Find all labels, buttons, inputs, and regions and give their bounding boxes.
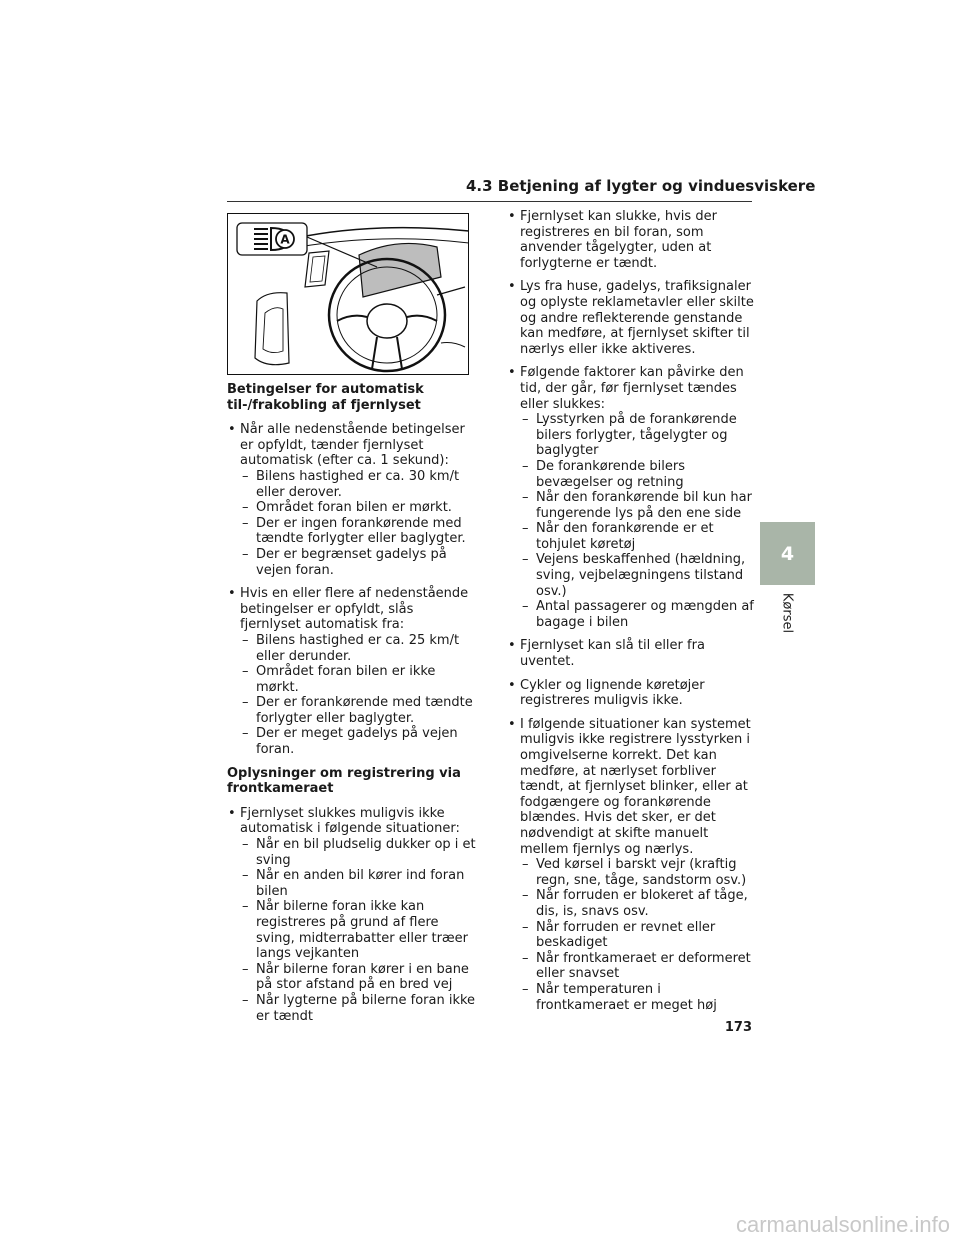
chapter-number: 4 bbox=[780, 542, 795, 565]
sub-list-item: – Antal passagerer og mængden af bagage i bilen bbox=[522, 599, 755, 630]
sub-list-item: – Ved kørsel i barskt vejr (kraftig regn, sne, tåge, sandstorm osv.) bbox=[522, 857, 755, 888]
sub-list bbox=[240, 837, 477, 1024]
list-item bbox=[227, 806, 477, 1024]
sub-list-item: – Når frontkameraet er deformeret eller snavset bbox=[522, 951, 755, 982]
sub-list-item: – Når den forankørende er et tohjulet køretøj bbox=[522, 521, 755, 552]
list-item: • Fjernlyset kan slukke, hvis der registreres en bil foran, som anvender tågelygter, uden at forlygterne er tændt. bbox=[507, 209, 755, 271]
sub-list-item: – Der er meget gadelys på vejen foran. bbox=[242, 726, 477, 757]
auto-icon-label: A bbox=[280, 232, 290, 247]
sub-list-item: – Når den forankørende bil kun har fungerende lys på den ene side bbox=[522, 490, 755, 521]
page-number: 173 bbox=[724, 1020, 752, 1035]
sub-list bbox=[520, 857, 755, 1013]
sub-list-item: – Området foran bilen er ikke mørkt. bbox=[242, 664, 477, 695]
list-item: • Cykler og lignende køretøjer registreres muligvis ikke. bbox=[507, 678, 755, 709]
section-title-camera-detection: Oplysninger om registrering via frontkameraet bbox=[227, 765, 461, 797]
sub-list-item: – Når en bil pludselig dukker op i et sving bbox=[242, 837, 477, 868]
header-divider bbox=[227, 201, 752, 202]
sub-list-item: – Der er forankørende med tændte forlygter eller baglygter. bbox=[242, 695, 477, 726]
list-item: • Fjernlyset kan slå til eller fra uventet. bbox=[507, 638, 755, 669]
camera-detection-list bbox=[227, 806, 477, 1024]
dashboard-figure bbox=[227, 213, 469, 375]
sub-list bbox=[240, 469, 477, 578]
chapter-label: Kørsel bbox=[779, 592, 795, 634]
sub-list bbox=[240, 633, 477, 758]
sub-list-item: – Når en anden bil kører ind foran bilen bbox=[242, 868, 477, 899]
auto-switching-list bbox=[227, 422, 477, 757]
bullet-text: Følgende faktorer kan påvirke den tid, der går, før fjernlyset tændes eller slukkes: bbox=[520, 365, 744, 412]
list-item bbox=[227, 586, 477, 758]
list-item bbox=[507, 365, 755, 630]
sub-list-item: – Området foran bilen er mørkt. bbox=[242, 500, 477, 516]
sub-list-item: – Når bilerne foran kører i en bane på stor afstand på en bred vej bbox=[242, 962, 477, 993]
list-item bbox=[507, 717, 755, 1013]
sub-list-item: – Når lygterne på bilerne foran ikke er tændt bbox=[242, 993, 477, 1024]
sub-list-item: – Når forruden er blokeret af tåge, dis, is, snavs osv. bbox=[522, 888, 755, 919]
bullet-text: Når alle nedenstående betingelser er opfyldt, tænder fjernlyset automatisk (efter ca. 1 sekund): bbox=[240, 422, 465, 469]
sub-list-item: – Bilens hastighed er ca. 25 km/t eller derunder. bbox=[242, 633, 477, 664]
sub-list-item: – Der er ingen forankørende med tændte forlygter eller baglygter. bbox=[242, 516, 477, 547]
sub-list-item: – Når temperaturen i frontkameraet er meget høj bbox=[522, 982, 755, 1013]
dashboard-illustration bbox=[227, 213, 469, 375]
sub-list-item: – Der er begrænset gadelys på vejen foran. bbox=[242, 547, 477, 578]
sub-list-item: – Vejens beskaffenhed (hældning, sving, vejbelægningens tilstand osv.) bbox=[522, 552, 755, 599]
list-item bbox=[227, 422, 477, 578]
sub-list-item: – Lysstyrken på de forankørende bilers forlygter, tågelygter og baglygter bbox=[522, 412, 755, 459]
sub-list-item: – De forankørende bilers bevægelser og retning bbox=[522, 459, 755, 490]
left-column bbox=[227, 382, 477, 1032]
right-column bbox=[507, 209, 755, 1021]
sub-list bbox=[520, 412, 755, 630]
sub-list-item: – Når bilerne foran ikke kan registreres på grund af flere sving, midterrabatter eller træer langs vejkanten bbox=[242, 899, 477, 961]
sub-list-item: – Bilens hastighed er ca. 30 km/t eller derover. bbox=[242, 469, 477, 500]
bullet-text: Fjernlyset slukkes muligvis ikke automatisk i følgende situationer: bbox=[240, 805, 460, 837]
section-title-auto-switching: Betingelser for automatisk til-/frakobling af fjernlyset bbox=[227, 382, 424, 413]
right-column-list bbox=[507, 209, 755, 1013]
section-header: 4.3 Betjening af lygter og vinduesviskere bbox=[466, 177, 816, 195]
bullet-text: I følgende situationer kan systemet muligvis ikke registrere lysstyrken i omgivelserne korrekt. Det kan medføre, at nærlyset forbliver tændt, at fjernlyset blinker, eller at fodgængere og forankørende blændes. Hvis det sker, er det nødvendigt at skifte manuelt mellem fjernlys og nærlys. bbox=[520, 716, 751, 857]
bullet-text: Hvis en eller flere af nedenstående betingelser er opfyldt, slås fjernlyset automatisk fra: bbox=[240, 586, 469, 633]
watermark: carmanualsonline.info bbox=[735, 1212, 950, 1237]
sub-list-item: – Når forruden er revnet eller beskadiget bbox=[522, 920, 755, 951]
list-item: • Lys fra huse, gadelys, trafiksignaler og oplyste reklametavler eller skilte og andre reflekterende genstande kan medføre, at fjernlyset skifter til nærlys eller ikke aktiveres. bbox=[507, 279, 755, 357]
